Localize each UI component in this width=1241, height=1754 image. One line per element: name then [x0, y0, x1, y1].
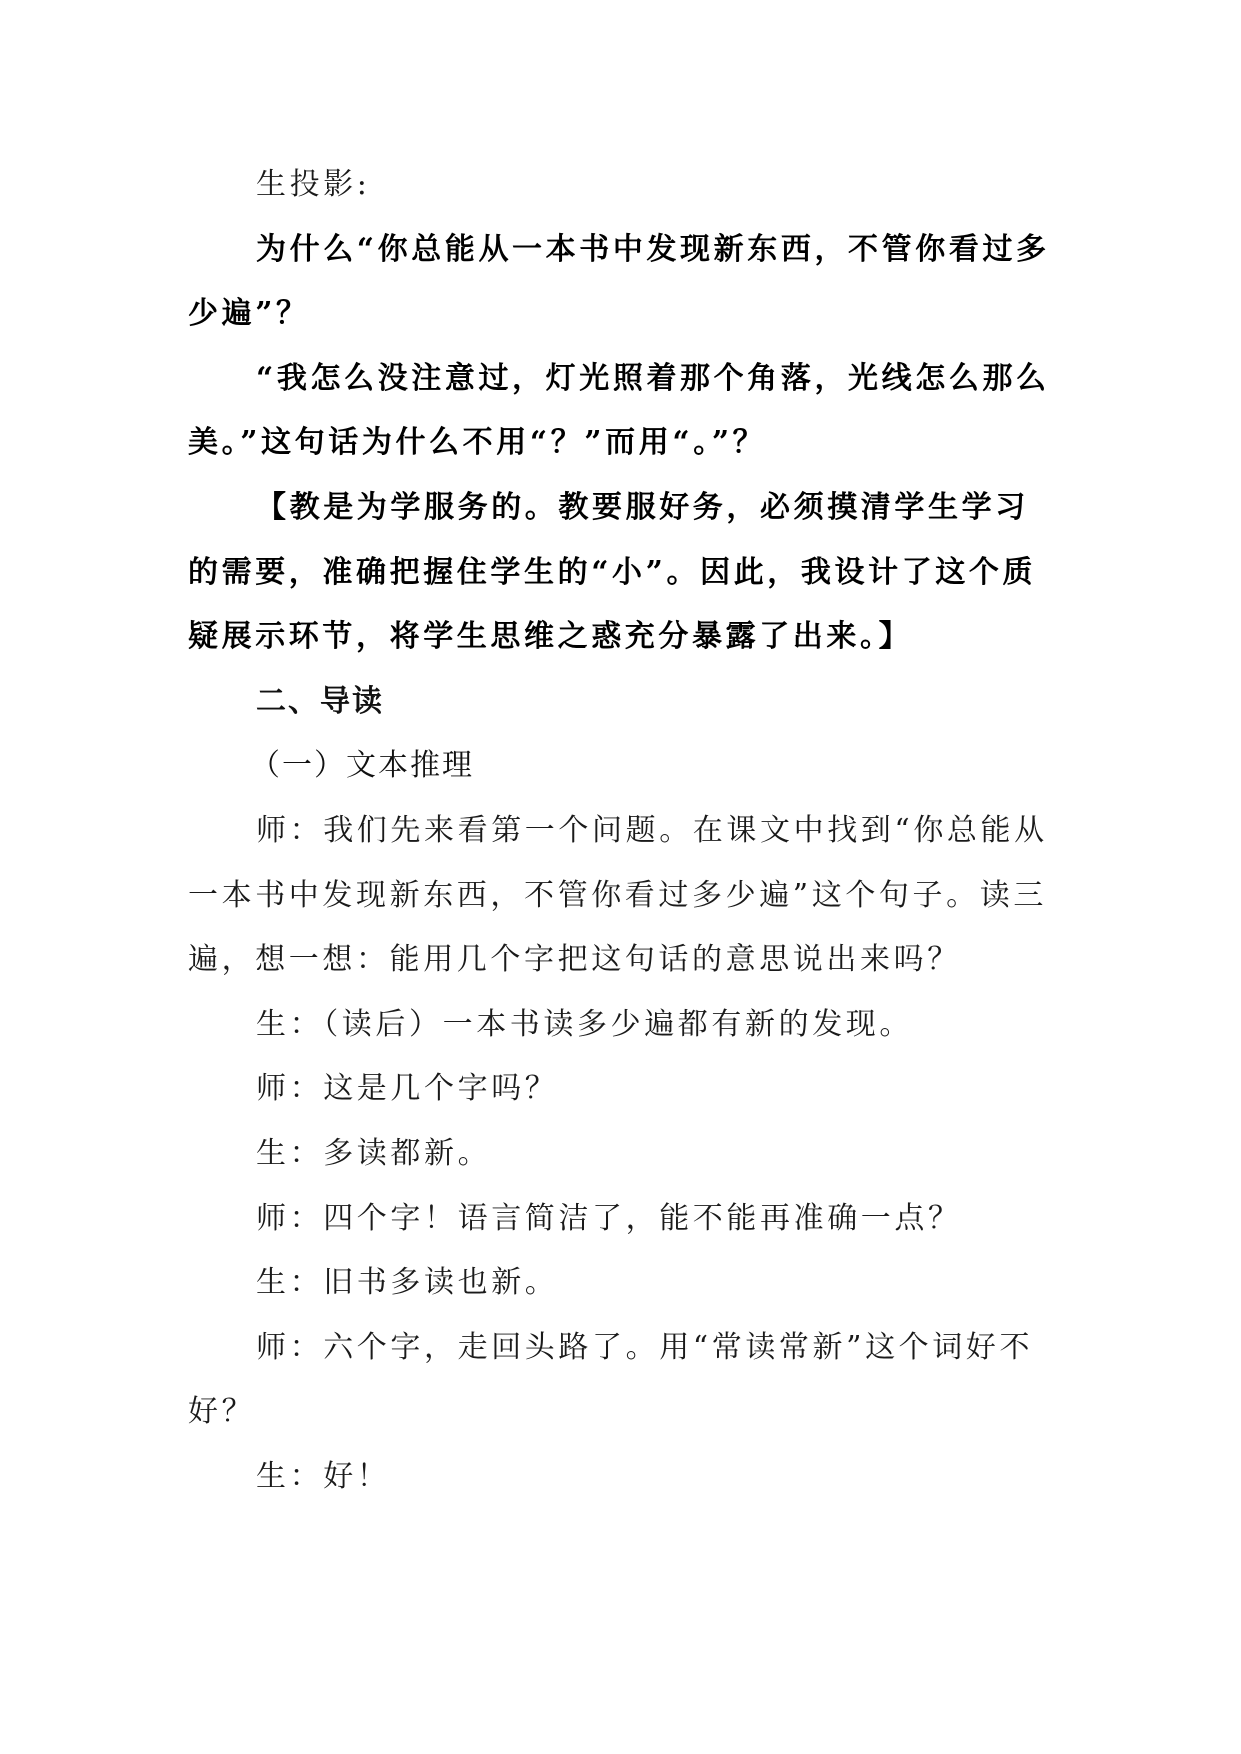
- paragraph-teaching-note: 【教是为学服务的。教要服好务，必须摸清学生学习的需要，准确把握住学生的“小”。因此，我设计了这个质疑展示环节，将学生思维之惑充分暴露了出来。】: [188, 489, 1037, 655]
- dialogue-teacher-1: 师：我们先来看第一个问题。在课文中找到“你总能从一本书中发现新东西，不管你看过多少遍”这个句子。读三遍，想一想：能用几个字把这句话的意思说出来吗？: [188, 812, 1048, 978]
- dialogue-teacher-2: 师：这是几个字吗？: [256, 1071, 559, 1107]
- paragraph-question-one: 为什么“你总能从一本书中发现新东西，不管你看过多少遍”？: [188, 231, 1050, 332]
- paragraph-student-projection: 生投影:: [256, 167, 371, 202]
- dialogue-student-2: 生：多读都新。: [256, 1135, 492, 1171]
- dialogue-student-1: 生：（读后）一本书读多少遍都有新的发现。: [256, 1006, 913, 1042]
- subsection-heading-text-reasoning: （一）文本推理: [250, 748, 474, 784]
- dialogue-student-4: 生：好！: [256, 1458, 391, 1494]
- dialogue-teacher-4: 师：六个字，走回头路了。用“常读常新”这个词好不好？: [188, 1329, 1034, 1430]
- paragraph-question-two: “我怎么没注意过，灯光照着那个角落，光线怎么那么美。”这句话为什么不用“？”而用“。”？: [188, 360, 1050, 461]
- dialogue-teacher-3: 师：四个字！语言简洁了，能不能再准确一点？: [256, 1200, 962, 1236]
- document-page: [188, 153, 1052, 1509]
- dialogue-student-3: 生：旧书多读也新。: [256, 1265, 559, 1301]
- section-heading-guided-reading: 二、导读: [256, 683, 384, 719]
